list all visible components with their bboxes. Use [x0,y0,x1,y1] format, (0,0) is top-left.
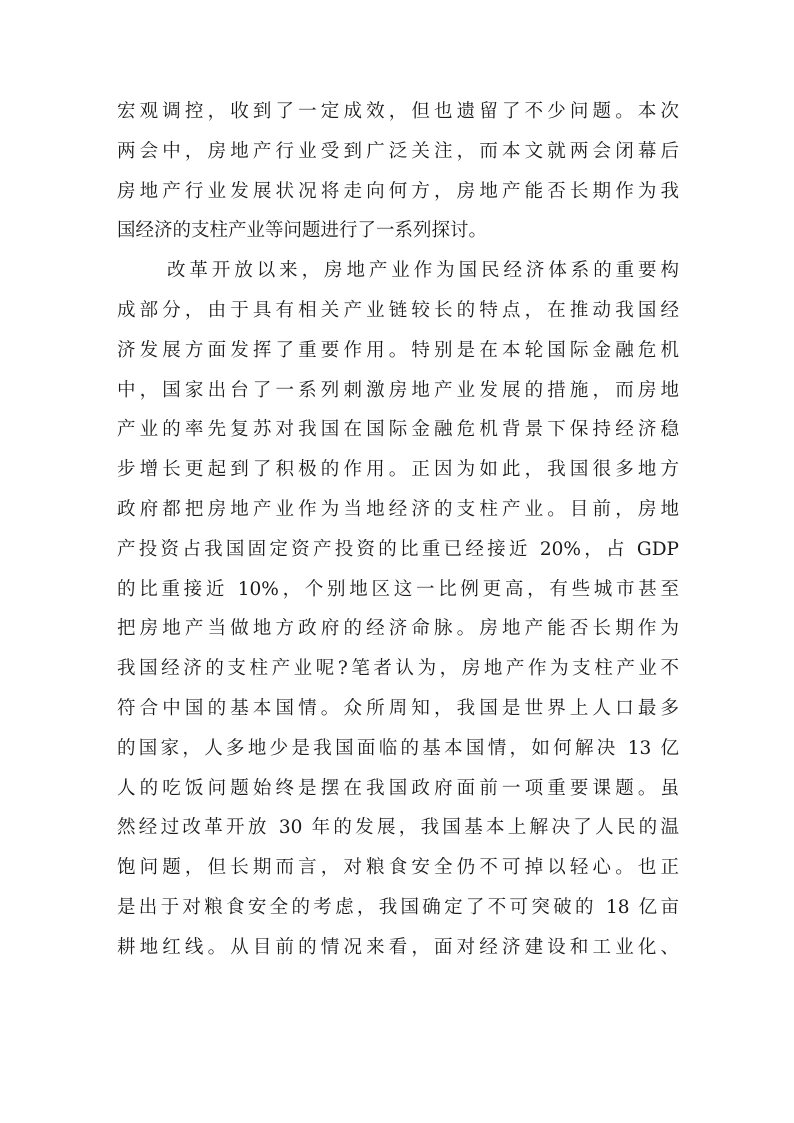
text-line: 产投资占我国固定资产投资的比重已经接近 20%，占 GDP [117,538,679,560]
text-line: 的国家，人多地少是我国面临的基本国情，如何解决 13 亿 [117,737,679,759]
text-line: 中，国家出台了一系列刺激房地产业发展的措施，而房地 [117,379,679,401]
text-line: 是出于对粮食安全的考虑，我国确定了不可突破的 18 亿亩 [117,896,679,918]
text-line: 改革开放以来，房地产业作为国民经济体系的重要构 [167,260,679,282]
text-line: 步增长更起到了积极的作用。正因为如此，我国很多地方 [117,459,679,481]
text-line: 济发展方面发挥了重要作用。特别是在本轮国际金融危机 [117,339,679,361]
text-line: 产业的率先复苏对我国在国际金融危机背景下保持经济稳 [117,419,679,441]
text-line: 然经过改革开放 30 年的发展，我国基本上解决了人民的温 [117,817,679,839]
paragraph-body [117,251,679,967]
text-line: 人的吃饭问题始终是摆在我国政府面前一项重要课题。虽 [117,777,679,799]
text-line: 两会中，房地产行业受到广泛关注，而本文就两会闭幕后 [117,140,679,162]
text-line: 宏观调控，收到了一定成效，但也遗留了不少问题。本次 [117,101,679,122]
text-line: 国经济的支柱产业等问题进行了一系列探讨。 [117,220,488,242]
text-line: 成部分，由于具有相关产业链较长的特点，在推动我国经 [117,299,679,321]
text-line: 把房地产当做地方政府的经济命脉。房地产能否长期作为 [117,618,679,640]
paragraph-intro [117,92,679,251]
text-line: 饱问题，但长期而言，对粮食安全仍不可掉以轻心。也正 [117,857,679,879]
document-page [117,92,679,968]
text-line: 政府都把房地产业作为当地经济的支柱产业。目前，房地 [117,498,679,520]
text-line: 耕地红线。从目前的情况来看，面对经济建设和工业化、 [117,936,679,958]
text-line: 房地产行业发展状况将走向何方，房地产能否长期作为我 [117,180,679,202]
text-line: 我国经济的支柱产业呢?笔者认为，房地产作为支柱产业不 [117,658,679,680]
text-line: 符合中国的基本国情。众所周知，我国是世界上人口最多 [117,697,679,719]
text-line: 的比重接近 10%，个别地区这一比例更高，有些城市甚至 [117,578,679,600]
